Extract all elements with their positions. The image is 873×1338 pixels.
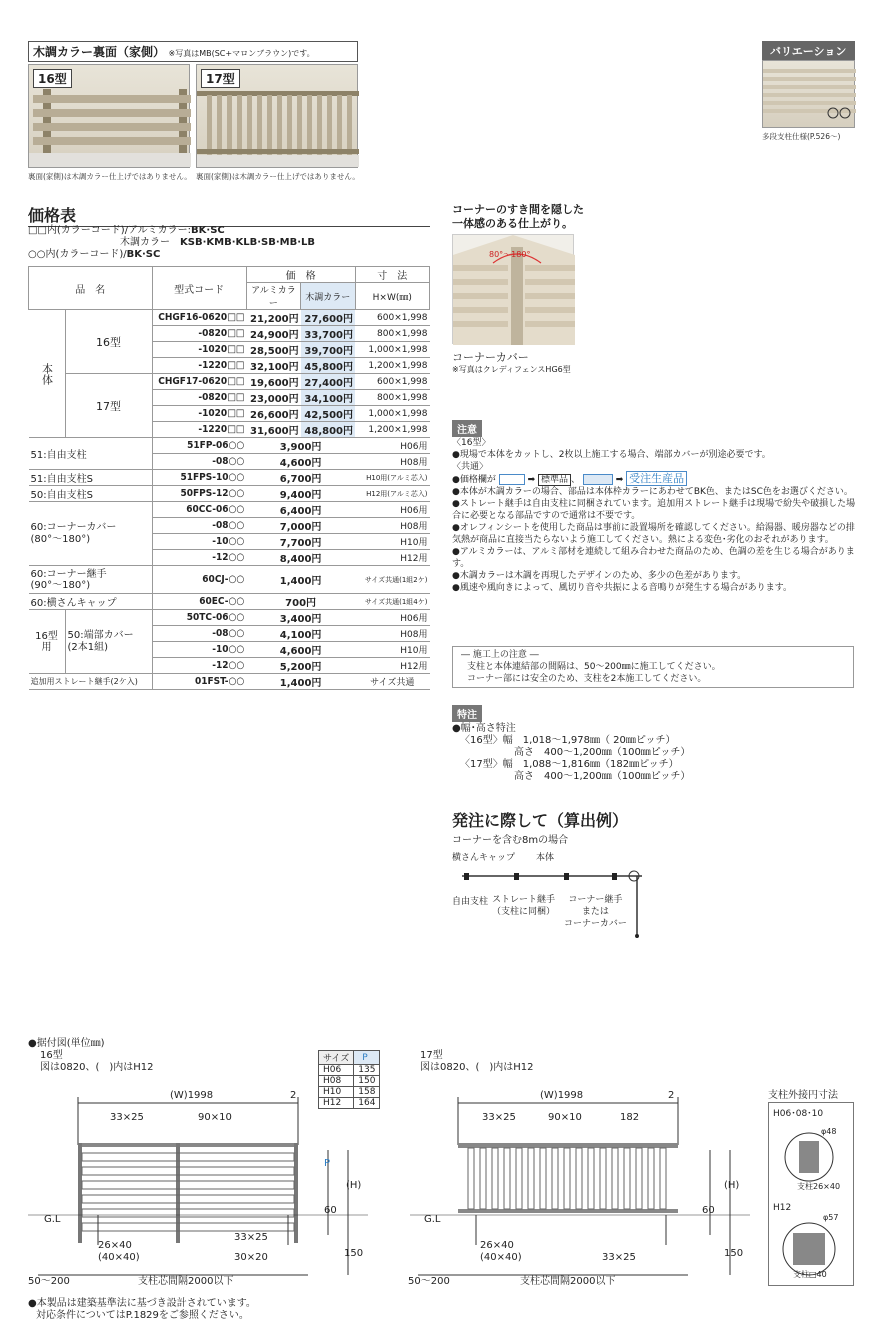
special-tag: 特注	[452, 705, 482, 722]
table-row	[29, 310, 430, 326]
dim-90x10-16: 90×10	[198, 1112, 232, 1123]
box-line-1: 支柱と本体連結部の間隔は、50～200㎜に施工してください。	[467, 662, 721, 672]
dim-33x25b-17: 33×25	[602, 1252, 636, 1263]
caution-item: 〈16型〉	[452, 438, 491, 448]
size-th: サイズ	[319, 1051, 354, 1065]
table-row	[29, 566, 430, 594]
photo-17-graphic	[197, 83, 359, 167]
corner-name	[29, 502, 153, 566]
table-row	[319, 1065, 380, 1076]
post51-name: 51:自由支柱	[29, 438, 153, 470]
legend1: □□内(カラーコード)/アルミカラー:	[28, 225, 192, 236]
dim-182-17: 182	[620, 1112, 640, 1123]
wood-price: 48,800円	[301, 422, 355, 438]
code-cell: -0820□□	[152, 326, 246, 342]
price-table	[28, 266, 430, 690]
table-row	[29, 438, 430, 454]
endcover-side: 16型用	[29, 610, 66, 674]
order-cap-label: 横さんキャップ	[452, 853, 516, 863]
price-cell: 4,600円	[246, 642, 355, 658]
variation-graphic	[763, 61, 856, 129]
corner-angle: 80°～180°	[489, 250, 531, 259]
size-cell: 150	[354, 1076, 380, 1087]
th-alumi: アルミカラー	[246, 283, 300, 310]
dim-w-16: (W)1998	[170, 1090, 214, 1101]
table-row	[29, 470, 430, 486]
legend3: ○○内(カラーコード)/	[28, 249, 127, 260]
standard-label: 標準品	[538, 474, 571, 486]
order-color-box	[583, 474, 613, 485]
post51s-name: 51:自由支柱S	[29, 470, 153, 486]
code-cell: 51FP-06○○	[152, 438, 246, 454]
size-cell: 158	[354, 1087, 380, 1098]
dim-33x25-16: 33×25	[110, 1112, 144, 1123]
gl-16: G.L	[44, 1214, 61, 1225]
code-cell: 60CC-06○○	[152, 502, 246, 518]
code-cell: 60EC-○○	[152, 594, 246, 610]
dim-cell: H10用	[355, 642, 429, 658]
straight-name: 追加用ストレート継手(2ケ入)	[29, 674, 153, 690]
wood-price: 33,700円	[301, 326, 355, 342]
size-cell: H10	[319, 1087, 354, 1098]
corner-title-2: 一体感のある仕上がり。	[452, 217, 573, 230]
dim-cell: 1,200×1,998	[355, 358, 429, 374]
caution-item: ●木調カラーは木調を再現したデザインのため、多少の色差があります。	[452, 571, 747, 581]
order-section	[452, 808, 628, 846]
special-line: 〈17型〉幅 1,088～1,816㎜（182㎜ピッチ）	[460, 759, 679, 770]
code-cell: 51FPS-10○○	[152, 470, 246, 486]
wood-price: 34,100円	[301, 390, 355, 406]
caution-item: ●本体が木調カラーの場合、部品は本体枠カラーにあわせてBK色、またはSC色をお選びください。	[452, 487, 853, 497]
special-line: ●幅･高さ特注	[452, 723, 516, 734]
th-wood: 木調カラー	[301, 283, 355, 310]
footer-line-1: ●本製品は建築基準法に基づき設計されています。	[28, 1298, 256, 1309]
order-subtitle: コーナーを含む8mの場合	[452, 835, 569, 846]
price-cell: 1,400円	[246, 674, 355, 690]
code-cell: 50TC-06○○	[152, 610, 246, 626]
post-a-label: H06･08･10	[773, 1109, 824, 1119]
variation-tag: バリエーション	[762, 41, 855, 61]
endcover-name	[65, 610, 152, 674]
type16-tag: 16型	[33, 69, 72, 88]
price-cell: 700円	[246, 594, 355, 610]
legend2-val: KSB·KMB·KLB·SB·MB·LB	[180, 237, 316, 248]
price-cell: 5,200円	[246, 658, 355, 674]
joint-name-2: (90°～180°)	[30, 579, 91, 591]
price-cell: 4,100円	[246, 626, 355, 642]
price-legend	[28, 225, 315, 261]
dim-90x10-17: 90×10	[548, 1112, 582, 1123]
alumi-price: 26,600円	[246, 406, 300, 422]
body17-label: 17型	[65, 374, 152, 438]
th-dim-unit: H×W(㎜)	[355, 283, 429, 310]
dim-33x25b-16: 33×25	[234, 1232, 268, 1243]
price-cell: 1,400円	[246, 566, 355, 594]
corner-label: コーナーカバー	[452, 351, 529, 364]
dim-cell: H10用	[355, 534, 429, 550]
install-16-note: 図は0820、( )内はH12	[40, 1062, 154, 1073]
caution-list	[452, 437, 856, 594]
pitch-16: 支柱芯間隔2000以下	[138, 1276, 234, 1287]
code-cell: -1020□□	[152, 342, 246, 358]
code-cell: CHGF17-0620□□	[152, 374, 246, 390]
footer	[28, 1298, 256, 1322]
price-cell: 9,400円	[246, 486, 355, 502]
price-cell: 4,600円	[246, 454, 355, 470]
box-line-2: コーナー部には安全のため、支柱を2本施工してください。	[467, 674, 707, 684]
price-title-bar	[28, 203, 430, 227]
photo-16-graphic	[29, 83, 191, 167]
endcover-name-2: (2本1組)	[67, 641, 109, 653]
variation-photo	[762, 60, 855, 128]
install-17-title: 17型	[420, 1050, 443, 1061]
dim-cell: 600×1,998	[355, 310, 429, 326]
alumi-price: 31,600円	[246, 422, 300, 438]
variation-caption: 多段支柱仕様(P.526～)	[762, 132, 841, 141]
corner-note: ※写真はクレディフェンスHG6型	[452, 365, 571, 374]
code-cell: -08○○	[152, 454, 246, 470]
post-a-dia: φ48	[821, 1127, 837, 1136]
order-straight-2: （支柱に同梱）	[492, 907, 556, 917]
dim-cell: 1,000×1,998	[355, 342, 429, 358]
dim-40x40-17: (40×40)	[480, 1252, 522, 1263]
code-cell: CHGF16-0620□□	[152, 310, 246, 326]
wood-price: 27,600円	[301, 310, 355, 326]
order-title: 発注に際して（算出例）	[452, 811, 629, 830]
corner-name-1: 60:コーナーカバー	[30, 521, 117, 533]
code-cell: -12○○	[152, 658, 246, 674]
post-b-label: H12	[773, 1203, 792, 1213]
code-cell: -1220□□	[152, 358, 246, 374]
dim-cell: H08用	[355, 518, 429, 534]
code-cell: -0820□□	[152, 390, 246, 406]
order-corner-2: または	[581, 907, 609, 917]
special-line: 高さ 400～1,200㎜（100㎜ピッチ）	[514, 771, 691, 782]
footer-line-2: 対応条件についてはP.1829をご参照ください。	[36, 1310, 249, 1321]
type17-tag: 17型	[201, 69, 240, 88]
dim-26x40-16: 26×40	[98, 1240, 132, 1251]
alumi-price: 23,000円	[246, 390, 300, 406]
photo-16	[28, 64, 190, 168]
size-cell: H06	[319, 1065, 354, 1076]
wood-back-title: 木調カラー裏面（家側）	[33, 45, 166, 59]
post-circle-title: 支柱外接円寸法	[768, 1090, 838, 1101]
dim-cell: 800×1,998	[355, 390, 429, 406]
caption-16: 裏面(家側)は木調カラー仕上げではありません。	[28, 172, 192, 181]
size-cell: H08	[319, 1076, 354, 1087]
table-row	[29, 486, 430, 502]
wood-price: 45,800円	[301, 358, 355, 374]
std-color-box	[499, 474, 525, 485]
joint-name	[29, 566, 153, 594]
code-cell: -08○○	[152, 626, 246, 642]
table-row	[29, 374, 430, 390]
wood-price: 42,500円	[301, 406, 355, 422]
size-th: P	[354, 1051, 380, 1065]
order-post-label: 自由支柱	[452, 897, 489, 907]
alumi-price: 19,600円	[246, 374, 300, 390]
size-table-header	[319, 1051, 380, 1065]
body-label: 本体	[29, 310, 66, 438]
price-cell: 7,000円	[246, 518, 355, 534]
construction-note-box	[452, 646, 854, 688]
dim-cell: サイズ共通	[355, 674, 429, 690]
post-b-dia: φ57	[823, 1213, 839, 1222]
order-straight-label	[492, 894, 555, 918]
price-title: 価格表	[28, 206, 77, 225]
install-16-title: 16型	[40, 1050, 63, 1061]
dim-cell: 600×1,998	[355, 374, 429, 390]
price-cell: 8,400円	[246, 550, 355, 566]
th-price: 価 格	[246, 267, 355, 283]
order-body-label: 本体	[536, 853, 555, 863]
legend1-val: BK·SC	[191, 225, 225, 236]
alumi-price: 21,200円	[246, 310, 300, 326]
photo-17	[196, 64, 358, 168]
install-title-block	[28, 1038, 154, 1074]
gl-17: G.L	[424, 1214, 441, 1225]
table-row	[29, 674, 430, 690]
dim-cell: H06用	[355, 610, 429, 626]
price-cell: 3,400円	[246, 610, 355, 626]
size-cell: 164	[354, 1098, 380, 1109]
alumi-price: 32,100円	[246, 358, 300, 374]
price-cell: 3,900円	[246, 438, 355, 454]
dim-p-16: P	[324, 1158, 331, 1169]
legend3-val: BK·SC	[126, 249, 161, 260]
dim-150-17: 150	[724, 1248, 744, 1259]
caption-17: 裏面(家側)は木調カラー仕上げではありません。	[196, 172, 360, 181]
dim-cell: H12用	[355, 550, 429, 566]
dim-cell: H08用	[355, 626, 429, 642]
price-cell: 6,700円	[246, 470, 355, 486]
caution-item: ●アルミカラーは、アルミ部材を連続して組み合わせた商品のため、色調の差を生じる場合があります。	[452, 547, 855, 569]
box-title: ― 施工上の注意 ―	[461, 650, 539, 660]
dim-cell: H08用	[355, 454, 429, 470]
table-row	[29, 502, 430, 518]
code-cell: -1220□□	[152, 422, 246, 438]
dim-h-16: (H)	[346, 1180, 362, 1191]
install-title: ●据付図(単位㎜)	[28, 1038, 105, 1049]
cap-name: 60:横さんキャップ	[29, 594, 153, 610]
dim-cell: 1,200×1,998	[355, 422, 429, 438]
pitch-17: 支柱芯間隔2000以下	[520, 1276, 616, 1287]
dim-150-16: 150	[344, 1248, 364, 1259]
caution-price-legend: ●価格欄が ➡ 標準品 、 ➡ 受注生産品	[452, 473, 856, 486]
price-cell: 7,700円	[246, 534, 355, 550]
code-cell: 01FST-○○	[152, 674, 246, 690]
order-corner-label	[564, 894, 627, 930]
special-line: 〈16型〉幅 1,018～1,978㎜（ 20㎜ピッチ）	[460, 735, 676, 746]
code-cell: 50FPS-12○○	[152, 486, 246, 502]
post50s-name: 50:自由支柱S	[29, 486, 153, 502]
th-code: 型式コード	[152, 267, 246, 310]
code-cell: -10○○	[152, 534, 246, 550]
code-cell: -08○○	[152, 518, 246, 534]
order-diagram	[452, 850, 652, 940]
legend2: 木調カラー	[120, 237, 170, 248]
code-cell: -1020□□	[152, 406, 246, 422]
dim-cell: H12用(アルミ芯入)	[355, 486, 429, 502]
caution-item: ●現場で本体をカットし、2枚以上施工する場合、端部カバーが別途必要です。	[452, 450, 771, 460]
joint-name-1: 60:コーナー継手	[30, 568, 107, 580]
dim-cell: 1,000×1,998	[355, 406, 429, 422]
dim-cell: H12用	[355, 658, 429, 674]
dim-cell: H06用	[355, 502, 429, 518]
order-label: 受注生産品	[626, 471, 687, 486]
th-dim: 寸 法	[355, 267, 429, 283]
dim-2-16: 2	[290, 1090, 297, 1101]
dim-cell: サイズ共通(1組4ケ)	[355, 594, 429, 610]
caution-item: ●オレフィンシートを使用した商品は事前に設置場所を確認してください。給湯器、暖房器などの排気熱が商品に直接当たらないよう施工してください。熱による変色･劣化のおそれがあります。	[452, 523, 855, 545]
price-col-label: ●価格欄が	[452, 475, 496, 485]
caution-item: ●ストレート継手は自由支柱に同梱されています。追加用ストレート継手は現場で紛失や破損した場合に必要となる部品ですので通常は不要です。	[452, 499, 856, 521]
dim-60-17: 60	[702, 1205, 715, 1216]
header-row-1	[29, 267, 430, 283]
caution-item: ●風速や風向きによって、風切り音や共振による音鳴りが発生する場合があります。	[452, 583, 792, 593]
caution-tag: 注意	[452, 420, 482, 437]
special-line: 高さ 400～1,200㎜（100㎜ピッチ）	[514, 747, 691, 758]
price-cell: 6,400円	[246, 502, 355, 518]
dim-h-17: (H)	[724, 1180, 740, 1191]
order-straight-1: ストレート継手	[492, 895, 556, 905]
wood-price: 39,700円	[301, 342, 355, 358]
dim-50-200-17: 50～200	[408, 1276, 450, 1287]
dim-cell: H06用	[355, 438, 429, 454]
corner-photo	[452, 234, 574, 344]
dim-2-17: 2	[668, 1090, 675, 1101]
dim-30x20-16: 30×20	[234, 1252, 268, 1263]
order-corner-3: コーナーカバー	[564, 919, 627, 929]
dim-26x40-17: 26×40	[480, 1240, 514, 1251]
wood-back-note: ※写真はMB(SC+マロンブラウン)です。	[168, 49, 315, 58]
code-cell: -10○○	[152, 642, 246, 658]
corner-name-2: (80°～180°)	[30, 533, 91, 545]
corner-promo-title	[452, 203, 584, 231]
wood-price: 27,400円	[301, 374, 355, 390]
install-17-note: 図は0820、( )内はH12	[420, 1062, 534, 1073]
wood-back-header	[28, 41, 358, 62]
body16-label: 16型	[65, 310, 152, 374]
post-circle-box	[768, 1102, 854, 1286]
special-lines	[452, 723, 690, 783]
post-a-size: 支柱26×40	[797, 1182, 841, 1191]
order-corner-1: コーナー継手	[568, 895, 623, 905]
dim-cell: H10用(アルミ芯入)	[355, 470, 429, 486]
code-cell: -12○○	[152, 550, 246, 566]
table-row	[29, 594, 430, 610]
table-row	[29, 610, 430, 626]
corner-title-1: コーナーのすき間を隠した	[452, 203, 584, 216]
size-cell: 135	[354, 1065, 380, 1076]
install-17-block	[420, 1050, 534, 1074]
dim-60-16: 60	[324, 1205, 337, 1216]
dim-40x40-16: (40×40)	[98, 1252, 140, 1263]
dim-50-200-16: 50～200	[28, 1276, 70, 1287]
caution-item: 〈共通〉	[452, 462, 489, 472]
dim-w-17: (W)1998	[540, 1090, 584, 1101]
dim-33x25-17: 33×25	[482, 1112, 516, 1123]
alumi-price: 24,900円	[246, 326, 300, 342]
code-cell: 60CJ-○○	[152, 566, 246, 594]
alumi-price: 28,500円	[246, 342, 300, 358]
size-cell: H12	[319, 1098, 354, 1109]
dim-cell: 800×1,998	[355, 326, 429, 342]
endcover-name-1: 50:端部カバー	[67, 629, 134, 641]
dim-cell: サイズ共通(1組2ケ)	[355, 566, 429, 594]
th-name: 品 名	[29, 267, 153, 310]
post-b-size: 支柱□40	[793, 1270, 827, 1279]
